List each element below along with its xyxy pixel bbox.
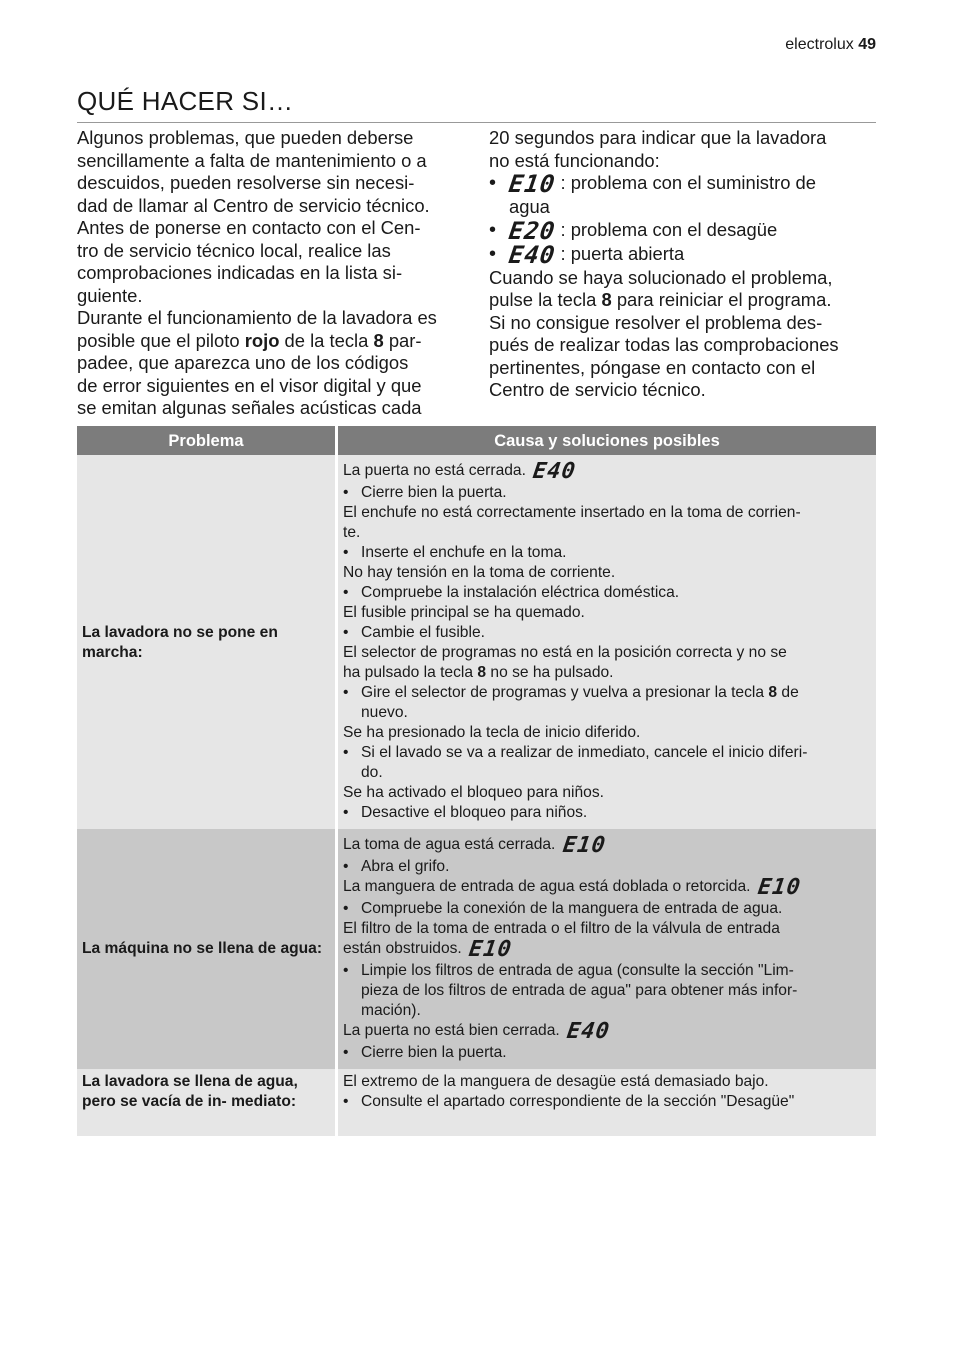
error-code-item: • E10 : problema con el suministro de agua: [489, 170, 817, 217]
bullet-icon: •: [489, 218, 497, 241]
intro-line: no está funcionando:: [489, 149, 660, 171]
bullet-icon: •: [489, 242, 497, 265]
intro-line: comprobaciones indicadas en la lista si-: [77, 262, 403, 283]
bullet-icon: •: [343, 584, 349, 601]
intro-line: Algunos problemas, que pueden deberse: [77, 127, 414, 148]
intro-line: guiente.: [77, 284, 143, 306]
intro-line: dad de llamar al Centro de servicio técnico.: [77, 194, 430, 216]
bullet-icon: •: [343, 900, 349, 917]
column-header-solutions: Causa y soluciones posibles: [337, 426, 877, 455]
table-row: [77, 1069, 876, 1136]
bullet-icon: •: [343, 544, 349, 561]
intro-line: pertinentes, póngase en contacto con el: [489, 356, 816, 378]
intro-line: Cuando se haya solucionado el problema,: [489, 266, 833, 288]
intro-line: tro de servicio técnico local, realice las: [77, 239, 391, 261]
intro-left-column: [77, 127, 465, 420]
intro-line: Antes de ponerse en contacto con el Cen-: [77, 217, 421, 238]
page-number: 49: [858, 36, 876, 53]
intro-line: descuidos, pueden resolverse sin necesi-: [77, 172, 415, 193]
intro-line: sencillamente a falta de mantenimiento o a: [77, 149, 427, 171]
problem-cell: La lavadora no se pone en marcha:: [77, 455, 337, 829]
intro-line: Si no consigue resolver el problema des-: [489, 311, 823, 333]
title-divider: [77, 122, 876, 123]
error-code-item: • E40 : puerta abierta: [489, 240, 685, 269]
table-row: [77, 455, 876, 829]
solution-cell: La puerta no está cerrada. E40 • Cierre bien la puerta. El enchufe no está correctamente insertado en la toma de corrien- te. • Inserte el enchufe en la toma. No hay tensión en la toma de corriente. • Compruebe la instalación eléctrica doméstica. El fusible principal se ha quemado. • Cambie el fusible. El selector de programas no está en la posición correcta y no se ha pulsado la tecla 8 no se ha pulsado. • Gire el selector de programas y vuelva a presionar la tecla 8 de nuevo. Se ha presionado la tecla de inicio diferido. • Si el lavado se va a realizar de inmediato, cancele el inicio diferi- do. Se ha activado el bloqueo para niños. • Desactive el bloqueo para niños.: [337, 455, 877, 829]
intro-line: pués de realizar todas las comprobaciones: [489, 334, 839, 355]
problem-cell: La lavadora se llena de agua, pero se vacía de in- mediato:: [77, 1069, 337, 1136]
error-code-display: E10: [467, 937, 514, 962]
bullet-icon: •: [343, 484, 349, 501]
bullet-icon: •: [343, 1093, 349, 1110]
bullet-icon: •: [343, 684, 349, 701]
bullet-icon: •: [343, 624, 349, 641]
intro-line: Centro de servicio técnico.: [489, 379, 706, 400]
section-title: QUÉ HACER SI…: [77, 86, 294, 116]
error-code-display: E10: [507, 170, 558, 198]
column-header-problem: Problema: [77, 426, 337, 455]
intro-line: posible que el piloto rojo de la tecla 8 par-: [77, 329, 422, 351]
page-header: [785, 36, 876, 54]
bullet-icon: •: [343, 962, 349, 979]
error-code-display: E40: [531, 459, 578, 484]
intro-line: de error siguientes en el visor digital y que: [77, 374, 422, 396]
bullet-icon: •: [343, 804, 349, 821]
table-header-row: [77, 426, 876, 455]
error-code-display: E10: [561, 833, 608, 858]
bullet-icon: •: [343, 744, 349, 761]
error-code-display: E40: [507, 240, 558, 269]
bullet-icon: •: [343, 858, 349, 875]
error-code-display: E10: [756, 875, 803, 900]
intro-line: se emitan algunas señales acústicas cada: [77, 397, 422, 418]
intro-line: padee, que aparezca uno de los códigos: [77, 352, 409, 373]
solution-cell: La toma de agua está cerrada. E10 • Abra el grifo. La manguera de entrada de agua está doblada o retorcida. E10 • Compruebe la conexión de la manguera de entrada de agua. El filtro de la toma de entrada o el filtro de la válvula de entrada están obstruidos. E10 • Limpie los filtros de entrada de agua (consulte la sección "Lim- pieza de los filtros de entrada de agua" para obtener más infor- mación). La puerta no está bien cerrada. E40 • Cierre bien la puerta.: [337, 829, 877, 1069]
bullet-icon: •: [343, 1044, 349, 1061]
error-code-display: E40: [565, 1019, 612, 1044]
table-row: [77, 829, 876, 1069]
intro-line: Durante el funcionamiento de la lavadora es: [77, 307, 437, 328]
error-code-item: • E20 : problema con el desagüe: [489, 216, 778, 245]
intro-line: pulse la tecla 8 para reiniciar el programa.: [489, 289, 832, 310]
intro-line: 20 segundos para indicar que la lavadora: [489, 127, 827, 148]
bullet-icon: •: [489, 172, 497, 194]
error-code-display: E20: [507, 216, 558, 245]
solution-cell: El extremo de la manguera de desagüe está demasiado bajo. • Consulte el apartado correspondiente de la sección "Desagüe": [337, 1069, 877, 1136]
intro-right-column: [489, 127, 879, 402]
brand-name: electrolux: [785, 36, 854, 53]
troubleshooting-table: [77, 426, 876, 1136]
problem-cell: La máquina no se llena de agua:: [77, 829, 337, 1069]
